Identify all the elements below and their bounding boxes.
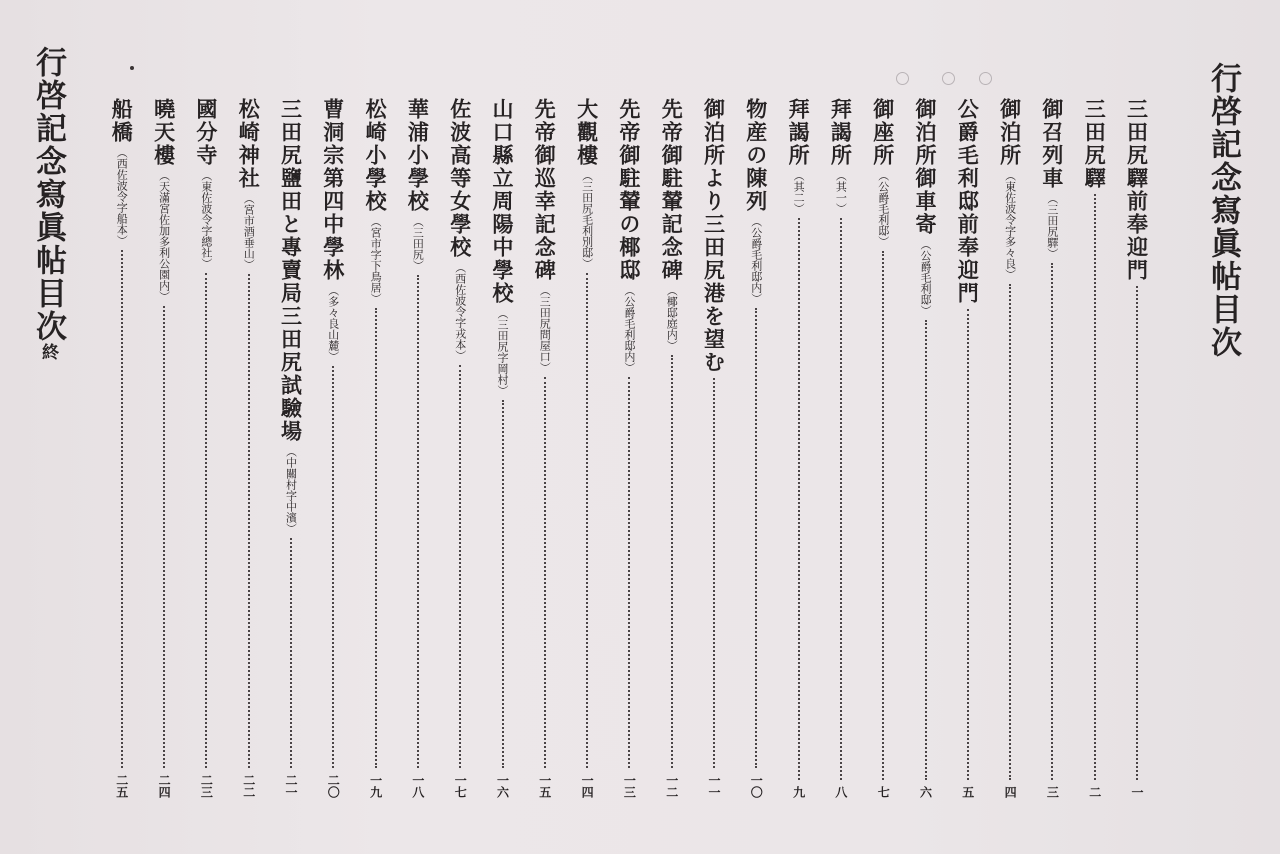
toc-entry-title: 先帝御駐輦の椰邸	[616, 98, 642, 282]
dotted-leader	[671, 355, 673, 768]
dotted-leader	[1094, 194, 1096, 780]
dotted-leader	[713, 378, 715, 768]
dotted-leader	[1051, 263, 1053, 780]
toc-entry	[193, 98, 219, 798]
dotted-leader	[755, 308, 757, 768]
toc-entry-title: 松崎神社	[236, 98, 262, 190]
toc-entry-page-number: 四	[1003, 786, 1018, 798]
toc-entry-page-number: 九	[791, 786, 806, 798]
toc-entry-page-number: 六	[918, 786, 933, 798]
toc-entry-title: 佐波高等女學校	[447, 98, 473, 259]
toc-entry-title: 御召列車	[1039, 98, 1065, 190]
toc-entry-location: （宮市酒垂山）	[242, 193, 256, 270]
toc-entry-location: （東佐波令字多々良）	[1003, 170, 1017, 280]
toc-entry-title: 先帝御駐輦記念碑	[659, 98, 685, 282]
dotted-leader	[1136, 286, 1138, 780]
toc-entry-location: （公爵毛利邸）	[919, 239, 932, 316]
toc-entry-location: （其一）	[834, 170, 848, 214]
toc-entry	[955, 98, 981, 798]
dotted-leader	[163, 306, 165, 768]
dotted-leader	[882, 251, 884, 780]
toc-entry	[701, 98, 727, 798]
toc-entry-page-number: 一五	[537, 774, 552, 798]
toc-entry-location: （三田尻驛）	[1045, 193, 1059, 259]
toc-entry-location: （西佐波令字戎本）	[453, 262, 467, 361]
toc-entry-title: 拜謁所	[828, 98, 854, 167]
toc-entry-page-number: 二〇	[326, 774, 341, 798]
toc-entry-location: （天滿宮佐加多利公園内）	[157, 170, 171, 302]
toc-entry	[278, 98, 304, 798]
toc-entry-page-number: 五	[960, 786, 975, 798]
toc-entry	[490, 98, 516, 798]
dotted-leader	[840, 218, 842, 780]
toc-entry-page-number: 八	[833, 786, 848, 798]
toc-entry-title: 三田尻驛	[1082, 98, 1108, 190]
toc-entry	[236, 98, 262, 798]
dotted-leader	[925, 320, 927, 780]
toc-entry-location: （西佐波令字船本）	[115, 147, 129, 246]
toc-entry-title: 先帝御巡幸記念碑	[532, 98, 558, 282]
dotted-leader	[121, 250, 123, 768]
toc-entry	[997, 98, 1023, 798]
toc-entry-page-number: 一八	[410, 774, 425, 798]
toc-entry-title: 拜謁所	[786, 98, 812, 167]
toc-entry	[109, 98, 135, 798]
toc-entry-title: 山口縣立周陽中學校	[490, 98, 515, 305]
toc-entry-location: （多々良山麓）	[326, 285, 340, 362]
toc-entry	[151, 98, 177, 798]
toc-entry-title: 三田尻鹽田と專賣局三田尻試驗場	[278, 98, 304, 443]
toc-entry-title: 松崎小學校	[363, 98, 389, 213]
toc-end-title-text: 行啓記念寫眞帖目次	[30, 46, 66, 343]
toc-entry-title: 華浦小學校	[405, 98, 431, 213]
toc-entry-location: （中關村字中濱）	[284, 446, 298, 534]
toc-entry	[659, 98, 685, 798]
toc-entry	[1124, 98, 1150, 798]
dotted-leader	[798, 218, 800, 780]
end-mark: 終	[38, 343, 58, 360]
toc-entry-title: 大觀樓	[574, 98, 600, 167]
toc-entry-page-number: 一一	[707, 774, 721, 798]
toc-entry	[447, 98, 473, 798]
toc-entry-page-number: 一二	[664, 774, 679, 798]
toc-entry	[1039, 98, 1065, 798]
toc-entry-page-number: 二四	[157, 774, 172, 798]
toc-entry	[405, 98, 431, 798]
toc-entry	[574, 98, 600, 798]
toc-entry-title: 物産の陳列	[743, 98, 769, 213]
toc-entry-page-number: 一〇	[749, 774, 764, 798]
toc-entry-location: （其二）	[792, 170, 806, 214]
dotted-leader	[502, 400, 504, 768]
toc-entry-title: 船橋	[109, 98, 135, 144]
toc-entry	[363, 98, 389, 798]
toc-entry-page-number: 一	[1130, 786, 1144, 798]
toc-entry	[828, 98, 854, 798]
dotted-leader	[205, 273, 207, 768]
toc-entry-location: （椰邸庭内）	[665, 285, 679, 351]
toc-entry-title: 曉天樓	[151, 98, 177, 167]
toc-entry-page-number: 一九	[368, 774, 383, 798]
toc-entry-page-number: 二一	[284, 774, 298, 798]
toc-entry-title: 公爵毛利邸前奉迎門	[955, 98, 981, 305]
dotted-leader	[417, 275, 419, 768]
toc-entry-page-number: 二二	[241, 774, 256, 798]
toc-entry	[320, 98, 346, 798]
toc-entry-location: （三田尻問屋口）	[538, 285, 552, 373]
toc-entry	[913, 98, 939, 798]
toc-entry-page-number: 一七	[453, 774, 468, 798]
toc-entry-title: 國分寺	[193, 98, 219, 167]
toc-entry-page-number: 二五	[114, 774, 129, 798]
toc-entry-page-number: 三	[1045, 786, 1060, 798]
dotted-leader	[332, 366, 334, 768]
dotted-leader	[290, 538, 292, 768]
toc-entry-title: 三田尻驛前奉迎門	[1124, 98, 1150, 282]
toc-entry-location: （公爵毛利邸）	[876, 170, 890, 247]
toc-entry	[870, 98, 896, 798]
toc-entry-page-number: 二三	[199, 774, 214, 798]
toc-entry	[616, 98, 642, 798]
toc-entry-location: （公爵毛利邸内）	[622, 285, 636, 373]
toc-entry-location: （公爵毛利邸内）	[749, 216, 763, 304]
toc-entry-title: 御泊所	[997, 98, 1023, 167]
dotted-leader	[628, 377, 630, 768]
dotted-leader	[967, 309, 969, 780]
toc-entry-page-number: 七	[876, 786, 891, 798]
dotted-leader	[375, 308, 377, 768]
toc-entry	[743, 98, 769, 798]
toc-entry	[1082, 98, 1108, 798]
dotted-leader	[1009, 284, 1011, 780]
dotted-leader	[248, 274, 250, 768]
toc-entry-location: （三田尻毛利別邸）	[580, 170, 594, 269]
toc-entry-title: 御泊所より三田尻港を望む	[701, 98, 727, 374]
toc-title: 行啓記念寫眞帖目次	[1205, 62, 1241, 359]
toc-entry-page-number: 一四	[580, 774, 595, 798]
toc-entry-location: （三田尻字岡村）	[496, 308, 509, 396]
toc-entry-location: （東佐波令字總社）	[199, 170, 213, 269]
toc-entry-page-number: 一三	[622, 774, 637, 798]
dotted-leader	[544, 377, 546, 768]
toc-entry	[786, 98, 812, 798]
toc-entry-location: （三田尻）	[411, 216, 425, 271]
dotted-leader	[459, 365, 461, 768]
dotted-leader	[586, 273, 588, 768]
toc-entry	[532, 98, 558, 798]
toc-entry-title: 御泊所御車寄	[913, 98, 938, 236]
toc-entry-title: 曹洞宗第四中學林	[320, 98, 346, 282]
toc-entry-location: （宮市字下鳥居）	[369, 216, 383, 304]
toc-entry-page-number: 一六	[495, 774, 510, 798]
toc-entry-title: 御座所	[870, 98, 896, 167]
toc-entry-page-number: 二	[1087, 786, 1102, 798]
